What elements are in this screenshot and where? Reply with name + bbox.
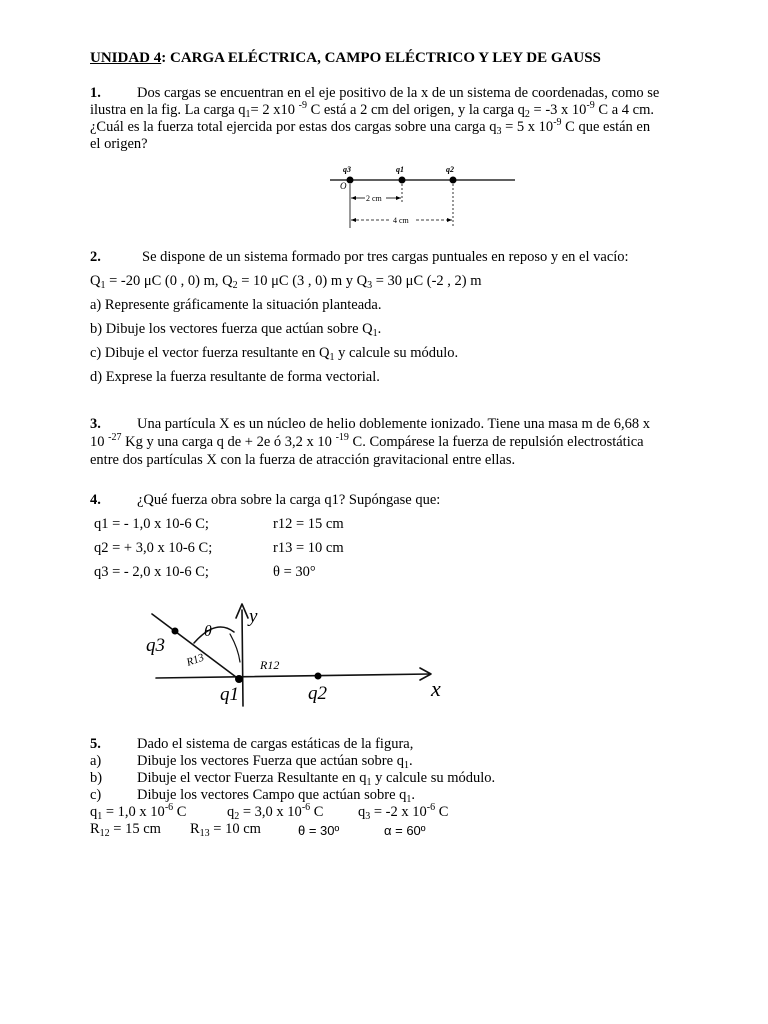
fig2-q3-label: q3 xyxy=(146,635,165,656)
problem-5-q1-value: $q_1 = 1,0$ x $10^{-6}$ C xyxy=(90,802,187,822)
problem-2-number: 2. xyxy=(90,249,101,265)
problem-4-r13: r13 = 10 cm xyxy=(273,540,344,556)
problem-2-item-b: b) Dibuje los vectores fuerza que actúan sobre $Q_1$. xyxy=(90,321,382,339)
problem-4-q1: q1 = - 1,0 x 10-6 C; xyxy=(94,516,209,532)
problem-4-q2: q2 = + 3,0 x 10-6 C; xyxy=(94,540,213,556)
fig1-origin-label: O xyxy=(340,181,347,191)
problem-5-item-a: Dibuje los vectores Fuerza que actúan sobre $q_1$. xyxy=(137,753,413,771)
problem-1-line4: el origen? xyxy=(90,136,148,152)
problem-1-line1: Dos cargas se encuentran en el eje positivo de la x de un sistema de coordenadas, como se xyxy=(137,85,660,101)
problem-1-line2: ilustra en la fig. La carga $q_1= 2$ x10 $^{-9}$ C está a 2 cm del origen, y la carga $q_2 = -3$ x $10^{-9}$ C a 4 cm. xyxy=(90,100,654,120)
fig2-q1-label: q1 xyxy=(220,684,239,705)
page-title xyxy=(90,50,601,67)
problem-4-theta: θ = 30° xyxy=(273,564,316,580)
problem-3-line2: 10 $^{-27}$ Kg y una carga q de + 2e ó 3,2 x 10 $^{-19}$ C. Compárese la fuerza de repulsión electrostática xyxy=(90,432,644,450)
problem-2-charges: $Q_1 = -20$ μC (0 , 0) m, $Q_2 = 10$ μC (3 , 0) m y $Q_3 = 30$ μC (-2 , 2) m xyxy=(90,273,482,291)
fig1-q2-label: q2 xyxy=(446,165,454,174)
figure-1-charges-on-axis xyxy=(320,158,520,233)
fig2-q2-label: q2 xyxy=(308,683,327,704)
problem-5-r12-value: $R_{12} = 15$ cm xyxy=(90,821,161,839)
problem-5-q3-value: $q_3 = -2$ x $10^{-6}$ C xyxy=(358,802,449,822)
fig1-dist-4cm: 4 cm xyxy=(393,216,409,225)
problem-1-line3: ¿Cuál es la fuerza total ejercida por estas dos cargas sobre una carga $q_3 = 5$ x $10^{-9}$ C que están en xyxy=(90,117,651,137)
unit-title: : CARGA ELÉCTRICA, CAMPO ELÉCTRICO Y LEY DE GAUSS xyxy=(161,50,601,66)
problem-5-alpha-value: α = 60º xyxy=(384,823,426,838)
problem-2-item-d: d) Exprese la fuerza resultante de forma vectorial. xyxy=(90,369,380,385)
problem-4-question: ¿Qué fuerza obra sobre la carga q1? Supóngase que: xyxy=(137,492,441,508)
problem-5-intro: Dado el sistema de cargas estáticas de la figura, xyxy=(137,736,414,752)
problem-5-a-label: a) xyxy=(90,753,102,769)
problem-5-item-b: Dibuje el vector Fuerza Resultante en $q_1$ y calcule su módulo. xyxy=(137,770,496,788)
problem-5-number: 5. xyxy=(90,736,101,752)
problem-1-number: 1. xyxy=(90,85,101,101)
problem-4-q3: q3 = - 2,0 x 10-6 C; xyxy=(94,564,209,580)
problem-5-theta-value: θ = 30º xyxy=(298,823,340,838)
fig2-theta-label: θ xyxy=(204,623,212,640)
problem-3-number: 3. xyxy=(90,416,101,432)
problem-3-line1: Una partícula X es un núcleo de helio doblemente ionizado. Tiene una masa m de 6,68 x xyxy=(137,416,651,432)
problem-4-number: 4. xyxy=(90,492,101,508)
fig2-r12-label: R12 xyxy=(260,658,280,672)
problem-5-item-c: Dibuje los vectores Campo que actúan sobre $q_1$. xyxy=(137,787,416,805)
problem-2-item-a: a) Represente gráficamente la situación planteada. xyxy=(90,297,382,313)
problem-2-item-c: c) Dibuje el vector fuerza resultante en $Q_1$ y calcule su módulo. xyxy=(90,345,459,363)
problem-4-r12: r12 = 15 cm xyxy=(273,516,344,532)
problem-5-b-label: b) xyxy=(90,770,103,786)
problem-5-q2-value: $q_2 = 3,0$ x $10^{-6}$ C xyxy=(227,802,324,822)
problem-2-intro: Se dispone de un sistema formado por tres cargas puntuales en reposo y en el vacío: xyxy=(142,249,629,265)
fig1-q3-label: q3 xyxy=(343,165,351,174)
problem-5-r13-value: $R_{13} = 10$ cm xyxy=(190,821,261,839)
fig2-y-label: y xyxy=(249,606,258,627)
problem-3-line3: entre dos partículas X con la fuerza de atracción gravitacional entre ellas. xyxy=(90,452,516,468)
fig1-q1-label: q1 xyxy=(396,165,404,174)
fig1-dist-2cm: 2 cm xyxy=(366,194,382,203)
problem-5-c-label: c) xyxy=(90,787,102,803)
unit-label: UNIDAD 4 xyxy=(90,50,162,66)
fig2-r13-label: R13 xyxy=(184,651,206,669)
fig2-x-label: x xyxy=(431,676,441,701)
figure-2-hand-drawn-charges xyxy=(138,596,458,716)
